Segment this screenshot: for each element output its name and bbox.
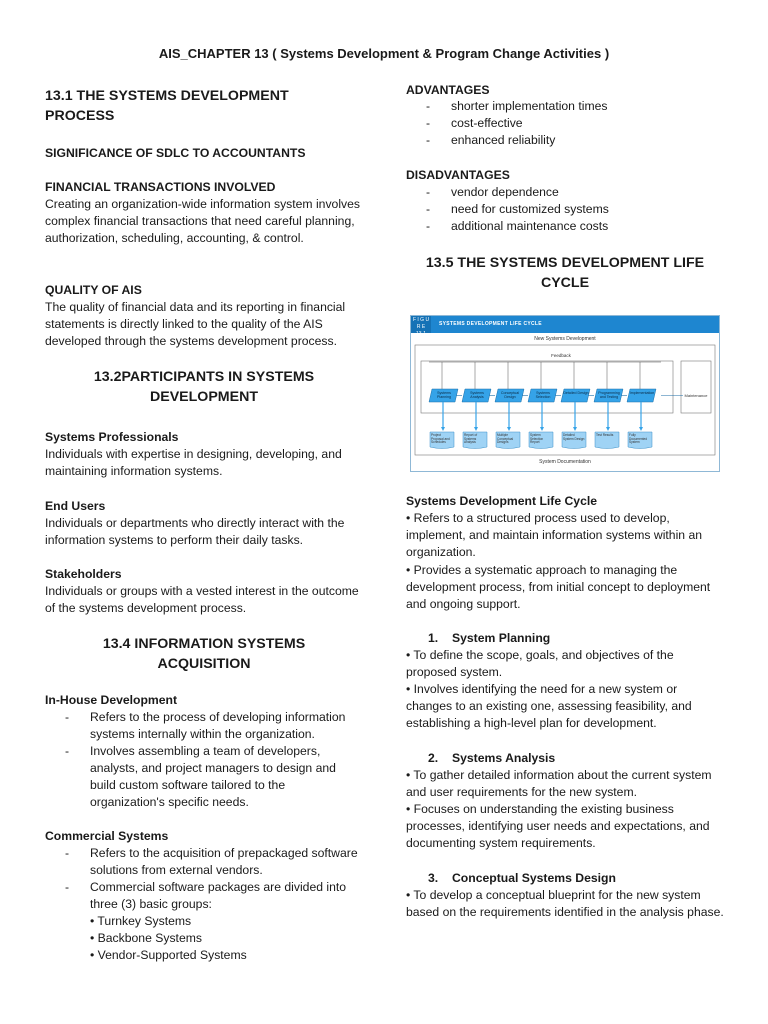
section-13-4-heading: 13.4 INFORMATION SYSTEMS ACQUISITION <box>102 636 306 672</box>
phase-label: Conceptual Design <box>500 391 520 399</box>
figure-footer: System Documentation <box>539 459 591 465</box>
list-item: - Refers to the acquisition of prepackaged software solutions from external vendors. <box>45 845 363 879</box>
process-frame <box>421 361 673 413</box>
step-3-text-1: • To develop a conceptual blueprint for the new system based on the requirements identified in the analysis phase. <box>406 888 724 919</box>
commercial-list <box>45 845 363 913</box>
list-item: • Backbone Systems <box>90 931 202 945</box>
quality-heading: QUALITY OF AIS <box>45 283 142 297</box>
list-item: - shorter implementation times <box>406 98 724 115</box>
phase-label: Programming and Testing <box>598 391 620 399</box>
doc-arrow-head <box>507 427 511 431</box>
section-13-5-heading: 13.5 THE SYSTEMS DEVELOPMENT LIFE CYCLE <box>425 255 705 291</box>
financial-transactions-text: Creating an organization-wide information system involves complex financial transactions that need careful planning, authorization, scheduling, accounting, & control. <box>45 197 360 245</box>
document-label: System Selection Report <box>530 433 544 445</box>
list-item: - additional maintenance costs <box>406 218 724 235</box>
advantages-heading: ADVANTAGES <box>406 83 490 97</box>
section-13-1-heading: 13.1 THE SYSTEMS DEVELOPMENT PROCESS <box>45 88 289 124</box>
inhouse-list <box>45 709 363 811</box>
sdlc-figure <box>410 315 720 472</box>
financial-transactions-heading: FINANCIAL TRANSACTIONS INVOLVED <box>45 180 276 194</box>
document-label: Multiple Conceptual Designs <box>497 433 514 445</box>
systems-professionals-heading: Systems Professionals <box>45 430 179 444</box>
list-item: - need for customized systems <box>406 201 724 218</box>
list-item: - vendor dependence <box>406 184 724 201</box>
section-13-2-heading: 13.2PARTICIPANTS IN SYSTEMS DEVELOPMENT <box>93 369 315 405</box>
disadvantages-list <box>406 184 724 235</box>
sdlc-text-1: • Refers to a structured process used to develop, implement, and maintain information systems within an organization. <box>406 511 703 559</box>
inhouse-heading: In-House Development <box>45 693 178 707</box>
end-users-text: Individuals or departments who directly interact with the information systems to perform their daily tasks. <box>45 516 345 547</box>
step-1-text-1: • To define the scope, goals, and objectives of the proposed system. <box>406 648 674 679</box>
maintenance-label: Maintenance <box>684 393 708 398</box>
document-label: Report of Systems Analysis <box>464 433 478 445</box>
step-1-text-2: • Involves identifying the need for a new system or changes to an existing one, assessing feasibility, and establishing a high-level plan for development. <box>406 682 692 730</box>
advantages-list <box>406 98 724 149</box>
end-users-heading: End Users <box>45 499 106 513</box>
doc-arrow-head <box>573 427 577 431</box>
phase-label: Systems Analysis <box>470 391 484 399</box>
step-1-heading: 1. System Planning <box>428 631 551 645</box>
quality-text: The quality of financial data and its reporting in financial statements is directly linked to the quality of the AIS developed through the systems development process. <box>45 300 346 348</box>
phase-label: Systems Selection <box>535 391 551 399</box>
list-item: • Turnkey Systems <box>90 914 192 928</box>
list-item: - cost-effective <box>406 115 724 132</box>
list-item: - enhanced reliability <box>406 132 724 149</box>
phase-label: Detailed Design <box>563 391 589 395</box>
figure-body <box>411 333 719 471</box>
list-item: - Refers to the process of developing information systems internally within the organization. <box>45 709 363 743</box>
page-title: AIS_CHAPTER 13 ( Systems Development & Program Change Activities ) <box>158 46 610 61</box>
sdlc-heading: Systems Development Life Cycle <box>406 494 598 508</box>
maintenance-frame <box>681 361 711 413</box>
doc-arrow-head <box>639 427 643 431</box>
commercial-groups <box>45 913 363 964</box>
feedback-label: Feedback <box>551 353 571 358</box>
doc-arrow-head <box>441 427 445 431</box>
systems-professionals-text: Individuals with expertise in designing, developing, and maintaining information systems. <box>45 447 342 478</box>
list-item: - Commercial software packages are divided into three (3) basic groups: <box>45 879 363 913</box>
document-label: Test Results <box>596 433 614 437</box>
figure-title: SYSTEMS DEVELOPMENT LIFE CYCLE <box>439 321 542 327</box>
step-2-heading: 2. Systems Analysis <box>428 751 556 765</box>
figure-subtitle: New Systems Development <box>534 336 596 342</box>
step-3-heading: 3. Conceptual Systems Design <box>428 871 616 885</box>
step-2-text-1: • To gather detailed information about the current system and user requirements for the new system. <box>406 768 712 799</box>
figure-tag: F I G U R E 13-1 <box>412 317 430 337</box>
figure-header <box>411 316 719 337</box>
disadvantages-heading: DISADVANTAGES <box>406 168 510 182</box>
step-2-text-2: • Focuses on understanding the existing business processes, identifying user needs and expectations, and documenting system requirements. <box>406 802 710 850</box>
sdlc-text-2: • Provides a systematic approach to managing the development process, from initial concept to deployment and ongoing support. <box>406 563 711 611</box>
commercial-heading: Commercial Systems <box>45 829 169 843</box>
document-label: Fully Documented System <box>629 433 648 445</box>
list-item: - Involves assembling a team of developers, analysts, and project managers to design and build custom software tailored to the organization's specific needs. <box>45 743 363 811</box>
doc-arrow-head <box>606 427 610 431</box>
phase-label: Implementation <box>629 391 655 395</box>
list-item: • Vendor-Supported Systems <box>90 948 247 962</box>
document-label: Project Proposal and Schedules <box>431 433 450 445</box>
doc-arrow-head <box>474 427 478 431</box>
document-label: Detailed System Design <box>563 433 585 441</box>
significance-heading: SIGNIFICANCE OF SDLC TO ACCOUNTANTS <box>45 146 306 160</box>
doc-arrow-head <box>540 427 544 431</box>
stakeholders-text: Individuals or groups with a vested interest in the outcome of the systems development process. <box>45 584 359 615</box>
stakeholders-heading: Stakeholders <box>45 567 122 581</box>
phase-label: Systems Planning <box>437 391 451 399</box>
